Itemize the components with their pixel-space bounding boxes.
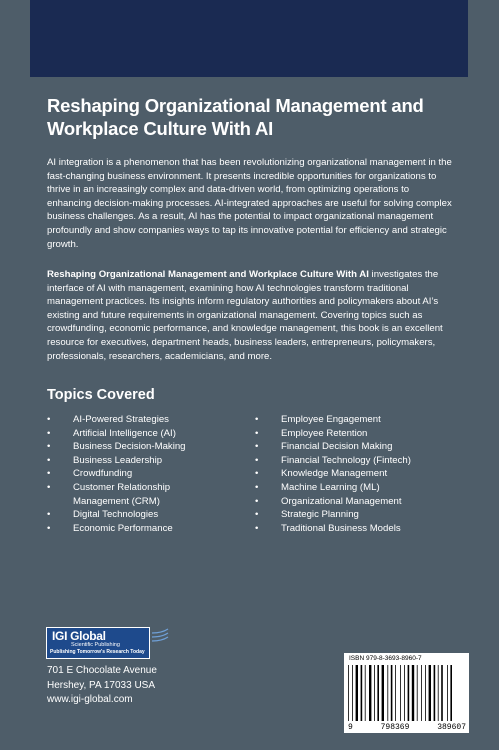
isbn-text: ISBN 979-8-3693-8960-7: [349, 655, 422, 662]
publisher-logo-tagline: Publishing Tomorrow's Research Today: [50, 649, 145, 655]
topics-heading: Topics Covered: [47, 387, 155, 403]
barcode-digits: [348, 723, 466, 732]
topic-item: • Economic Performance: [47, 522, 247, 536]
topic-item: • Employee Engagement: [255, 413, 455, 427]
book-title: [47, 94, 457, 140]
topic-item: • Digital Technologies: [47, 508, 247, 522]
topic-item: • Knowledge Management: [255, 467, 455, 481]
topics-list-right: [255, 413, 455, 535]
isbn-barcode: [344, 653, 469, 733]
topic-item: • AI-Powered Strategies: [47, 413, 247, 427]
topic-item: • Crowdfunding: [47, 467, 247, 481]
address-line-1: 701 E Chocolate Avenue: [47, 665, 157, 676]
topic-item: • Business Leadership: [47, 454, 247, 468]
description-paragraph-2-text: investigates the interface of AI with management, examining how AI technologies transform traditional management practices. Its insights inform regulatory authorities and policymakers about AI’s existing and future requirements in organizational management. Covering topics such as crowdfunding, economic performance, and knowledge management, this book is an excellent resource for executives, department heads, business leaders, entrepreneurs, policymakers, professionals, researchers, academicians, and more.: [47, 269, 443, 362]
topic-item: • Financial Decision Making: [255, 440, 455, 454]
barcode-digit-group: 798369: [380, 723, 410, 732]
logo-swoosh-icon: [150, 627, 170, 657]
book-title-line-1: Reshaping Organizational Management and: [47, 95, 424, 116]
description-paragraph-1: AI integration is a phenomenon that has been revolutionizing organizational management in the fast-changing business environment. It presents incredible opportunities for organizations to thrive in an increasingly complex and data-driven world, from optimizing operations to enhancing decision-making processes. AI-integrated approaches are useful for solving complex business challenges. As a result, AI has the potential to impact organizational management profoundly and show companies ways to tap its innovative potential for efficiency and strategic growth.: [47, 157, 452, 250]
publisher-address: [47, 664, 157, 708]
barcode-digit-group: 389607: [437, 723, 466, 732]
topic-item: • Customer Relationship Management (CRM): [47, 481, 193, 508]
topic-item: • Strategic Planning: [255, 508, 455, 522]
address-line-2: Hershey, PA 17033 USA: [47, 679, 156, 691]
topic-item: • Organizational Management: [255, 495, 455, 509]
topic-item: • Business Decision-Making: [47, 440, 247, 454]
description-paragraph-2: [47, 268, 453, 363]
topic-item: • Financial Technology (Fintech): [255, 454, 455, 468]
description-bold-title: Reshaping Organizational Management and Workplace Culture With AI: [47, 269, 369, 280]
publisher-logo: [46, 627, 150, 659]
topic-item: • Artificial Intelligence (AI): [47, 427, 247, 441]
topic-item: • Employee Retention: [255, 427, 455, 441]
topic-item: • Machine Learning (ML): [255, 481, 455, 495]
barcode-icon: [348, 665, 465, 723]
publisher-website: www.igi-global.com: [47, 694, 133, 705]
publisher-logo-name: IGI Global: [52, 629, 106, 643]
topic-item: • Traditional Business Models: [255, 522, 455, 536]
book-title-line-2: Workplace Culture With AI: [47, 118, 274, 139]
publisher-logo-sub: Scientific Publishing: [71, 642, 120, 648]
cover-top-band: [30, 0, 468, 77]
barcode-digit-group: 9: [348, 723, 353, 732]
topics-list-left: [47, 413, 247, 535]
